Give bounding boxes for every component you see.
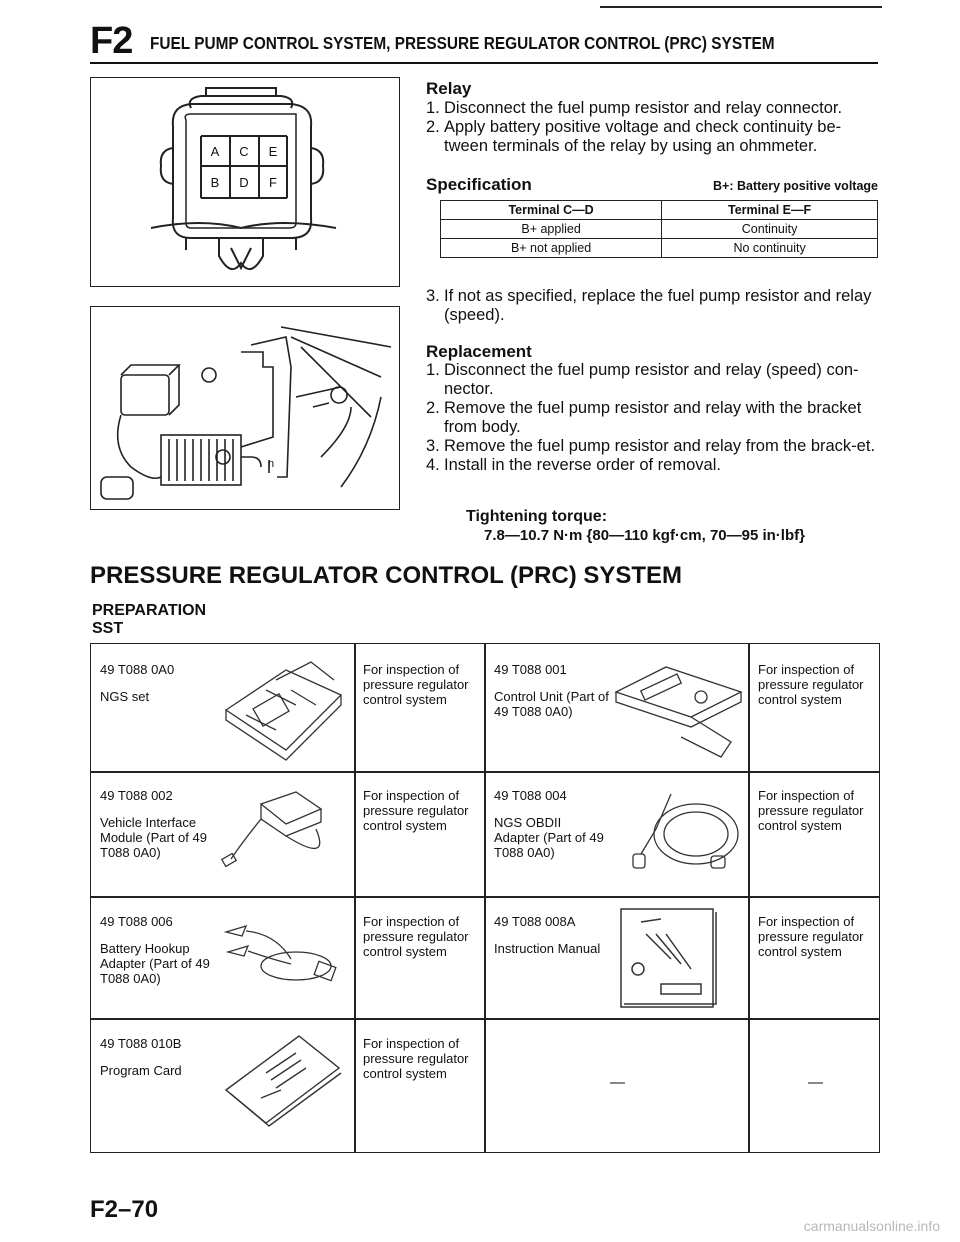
program-card-image [221, 1028, 346, 1128]
column-header: Terminal C—D [441, 201, 662, 220]
watermark: carmanualsonline.info [803, 1218, 940, 1234]
grid-line [484, 644, 486, 1152]
relay-heading: Relay [426, 79, 472, 98]
grid-line [91, 1018, 879, 1020]
table-row [441, 239, 878, 258]
grid-line [91, 771, 879, 773]
sst-obdii-adapter [494, 788, 609, 860]
spec-note: B+: Battery positive voltage [713, 179, 878, 193]
sst-purpose: For inspection of pressure regulator control system [758, 788, 864, 833]
sst-purpose: For inspection of pressure regulator control system [758, 914, 864, 959]
sst-purpose: For inspection of pressure regulator control system [363, 788, 469, 833]
pin-b-label: B [210, 175, 220, 190]
step-text: Disconnect the fuel pump resistor and relay (speed) con-nector. [444, 361, 859, 398]
pin-c-label: C [239, 144, 249, 159]
step-text: If not as specified, replace the fuel pump resistor and relay (speed). [444, 287, 872, 324]
ngs-set-image [216, 650, 346, 760]
sst-purpose: For inspection of pressure regulator control system [758, 662, 864, 707]
relay-connector-illustration [91, 78, 399, 286]
section-code: F2 [90, 20, 133, 62]
step-number: 2. [426, 118, 440, 136]
replacement-steps [426, 361, 880, 475]
connector-figure [90, 77, 400, 287]
replacement-step-1 [426, 361, 880, 399]
relay-step-2 [426, 118, 880, 156]
sst-purpose: For inspection of pressure regulator control system [363, 914, 469, 959]
preparation-label: PREPARATION [92, 602, 207, 619]
resistor-relay-illustration [91, 307, 399, 509]
replacement-step-4 [426, 456, 880, 475]
table-cell: No continuity [662, 239, 878, 258]
step-number: 1. [426, 361, 440, 379]
svg-text:n: n [268, 458, 275, 470]
table-row [441, 220, 878, 239]
control-unit-image [611, 652, 746, 762]
table-cell: B+ not applied [441, 239, 662, 258]
sst-table [90, 643, 880, 1153]
empty-cell-dash: — [610, 1074, 625, 1091]
spec-heading: Specification [426, 175, 532, 194]
replacement-heading: Replacement [426, 342, 532, 361]
battery-hookup-image [216, 904, 346, 1004]
relay-step-1 [426, 99, 880, 118]
sst-instruction-manual [494, 914, 609, 956]
tool-name: Battery Hookup Adapter (Part of 49 T088 0A0) [100, 941, 210, 986]
table-cell: B+ applied [441, 220, 662, 239]
vim-image [221, 784, 346, 884]
grid-line [354, 644, 356, 1152]
replacement-step-3 [426, 437, 880, 456]
obdii-adapter-image [611, 784, 746, 889]
table-cell: Continuity [662, 220, 878, 239]
sst-label: SST [92, 620, 124, 637]
tool-number: 49 T088 006 [100, 914, 173, 929]
pin-d-label: D [239, 175, 249, 190]
pin-f-label: F [269, 175, 277, 190]
step-number: 3. [426, 287, 440, 305]
tool-number: 49 T088 002 [100, 788, 173, 803]
column-header: Terminal E—F [662, 201, 878, 220]
grid-line [748, 644, 750, 1152]
tool-number: 49 T088 004 [494, 788, 567, 803]
step-number: 1. [426, 99, 440, 117]
prc-section-title: PRESSURE REGULATOR CONTROL (PRC) SYSTEM [90, 562, 683, 589]
preparation-heading [92, 602, 206, 638]
step-text: Remove the fuel pump resistor and relay from the brack-et. [444, 437, 876, 455]
tool-name: Vehicle Interface Module (Part of 49 T088 0A0) [100, 815, 207, 860]
spec-row [426, 175, 878, 195]
tool-number: 49 T088 0A0 [100, 662, 175, 677]
resistor-relay-figure [90, 306, 400, 510]
step-number: 3. [426, 437, 440, 455]
sst-vehicle-interface-module [100, 788, 220, 860]
empty-cell-dash: — [808, 1074, 823, 1091]
tool-number: 49 T088 001 [494, 662, 567, 677]
tool-number: 49 T088 010B [100, 1036, 182, 1051]
sst-purpose: For inspection of pressure regulator control system [363, 1036, 469, 1081]
table-header-row [441, 201, 878, 220]
grid-line [91, 896, 879, 898]
tool-name: NGS set [100, 689, 150, 704]
pin-a-label: A [210, 144, 220, 159]
page-number: F2–70 [90, 1196, 159, 1223]
step-text: Disconnect the fuel pump resistor and relay connector. [444, 99, 843, 117]
step-text: Install in the reverse order of removal. [444, 456, 721, 474]
step-number: 4. [426, 456, 440, 474]
replacement-step-2 [426, 399, 880, 437]
step-text: Remove the fuel pump resistor and relay with the bracket from body. [444, 399, 862, 436]
tool-number: 49 T088 008A [494, 914, 576, 929]
top-rule [600, 6, 882, 8]
page-title: FUEL PUMP CONTROL SYSTEM, PRESSURE REGULATOR CONTROL (PRC) SYSTEM [150, 33, 775, 53]
manual-image [616, 904, 736, 1014]
step-text: Apply battery positive voltage and check continuity be-tween terminals of the relay by using an ohmmeter. [444, 118, 842, 155]
torque-label: Tightening torque: [466, 508, 608, 525]
sst-purpose: For inspection of pressure regulator control system [363, 662, 469, 707]
sst-ngs-set [100, 662, 210, 704]
sst-program-card [100, 1036, 220, 1078]
sst-control-unit [494, 662, 609, 719]
continuity-spec-table [440, 200, 878, 258]
torque-value: 7.8—10.7 N·m {80—110 kgf·cm, 70—95 in·lbf} [484, 527, 805, 544]
tool-name: NGS OBDII Adapter (Part of 49 T088 0A0) [494, 815, 604, 860]
sst-battery-hookup-adapter [100, 914, 220, 986]
step-number: 2. [426, 399, 440, 417]
tool-name: Instruction Manual [494, 941, 601, 956]
relay-step-3 [426, 287, 880, 325]
tool-name: Program Card [100, 1063, 182, 1078]
header-rule [90, 62, 878, 64]
tool-name: Control Unit (Part of 49 T088 0A0) [494, 689, 609, 719]
relay-steps [426, 99, 880, 156]
pin-e-label: E [268, 144, 278, 159]
